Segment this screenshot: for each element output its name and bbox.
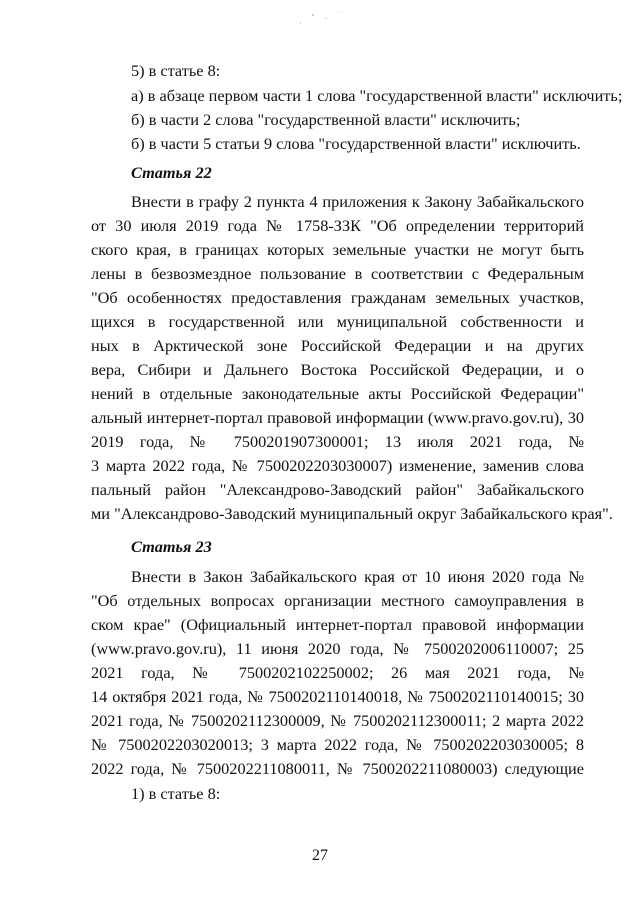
text-line: Внести в графу 2 пункта 4 приложения к Закону Забайкальского [131,192,584,211]
text-line: а) в абзаце первом части 1 слова "государственной власти" исключить; [131,86,623,105]
text-line: Внести в Закон Забайкальского края от 10 июня 2020 года № [131,567,584,586]
text-line: 5) в статье 8: [131,61,221,80]
text-line: 3 марта 2022 года, № 7500202203030007) изменение, заменив слова [91,456,584,475]
scan-speck [338,12,339,13]
text-line: "Об особенностях предоставления гражданам земельных участков, [91,288,584,307]
text-line: ском крае" (Официальный интернет-портал правовой информации [91,615,584,634]
scan-speck [312,14,314,16]
text-line: щихся в государственной или муниципальной собственности и [91,312,584,331]
text-line: 14 октября 2021 года, № 7500202110140018, № 7500202110140015; 30 [91,687,584,706]
text-line: 2022 года, № 7500202211080011, № 7500202211080003) следующие [91,759,584,778]
text-line: лены в безвозмездное пользование в соответствии с Федеральным [91,264,584,283]
text-line: ми "Александрово-Заводский муниципальный округ Забайкальского края". [91,504,613,523]
page-number: 27 [312,847,328,864]
text-line: № 7500202203020013; 3 марта 2022 года, № 7500202203030005; 8 [91,735,584,754]
text-line: б) в части 5 статьи 9 слова "государственной власти" исключить. [131,134,581,153]
article-heading: Статья 23 [131,537,212,556]
text-line: ского края, в границах которых земельные участки не могут быть [91,240,584,259]
text-line: ных в Арктической зоне Российской Федерации и на других [91,336,584,355]
text-line: альный интернет-портал правовой информации (www.pravo.gov.ru), 30 [91,408,584,427]
text-line: вера, Сибири и Дальнего Востока Российской Федерации, и о [91,360,584,379]
text-line: 2019 года, № 7500201907300001; 13 июля 2021 года, № [91,432,584,451]
text-line: 2021 года, № 7500202112300009, № 7500202112300011; 2 марта 2022 [91,711,584,730]
scan-speck [300,22,301,24]
text-line: "Об отдельных вопросах организации местного самоуправления в [91,591,584,610]
text-line: от 30 июля 2019 года № 1758-ЗЗК "Об определении территорий [91,216,584,235]
text-line: б) в части 2 слова "государственной власти" исключить; [131,110,521,129]
article-heading: Статья 22 [131,163,212,182]
scan-speck [325,18,327,19]
text-line: 1) в статье 8: [131,784,221,803]
text-line: (www.pravo.gov.ru), 11 июня 2020 года, № 7500202006110007; 25 [91,639,584,658]
text-line: пальный район "Александрово-Заводский район" Забайкальского [91,480,584,499]
text-line: 2021 года, № 7500202102250002; 26 мая 2021 года, № [91,663,584,682]
text-line: нений в отдельные законодательные акты Российской Федерации" [91,384,584,403]
